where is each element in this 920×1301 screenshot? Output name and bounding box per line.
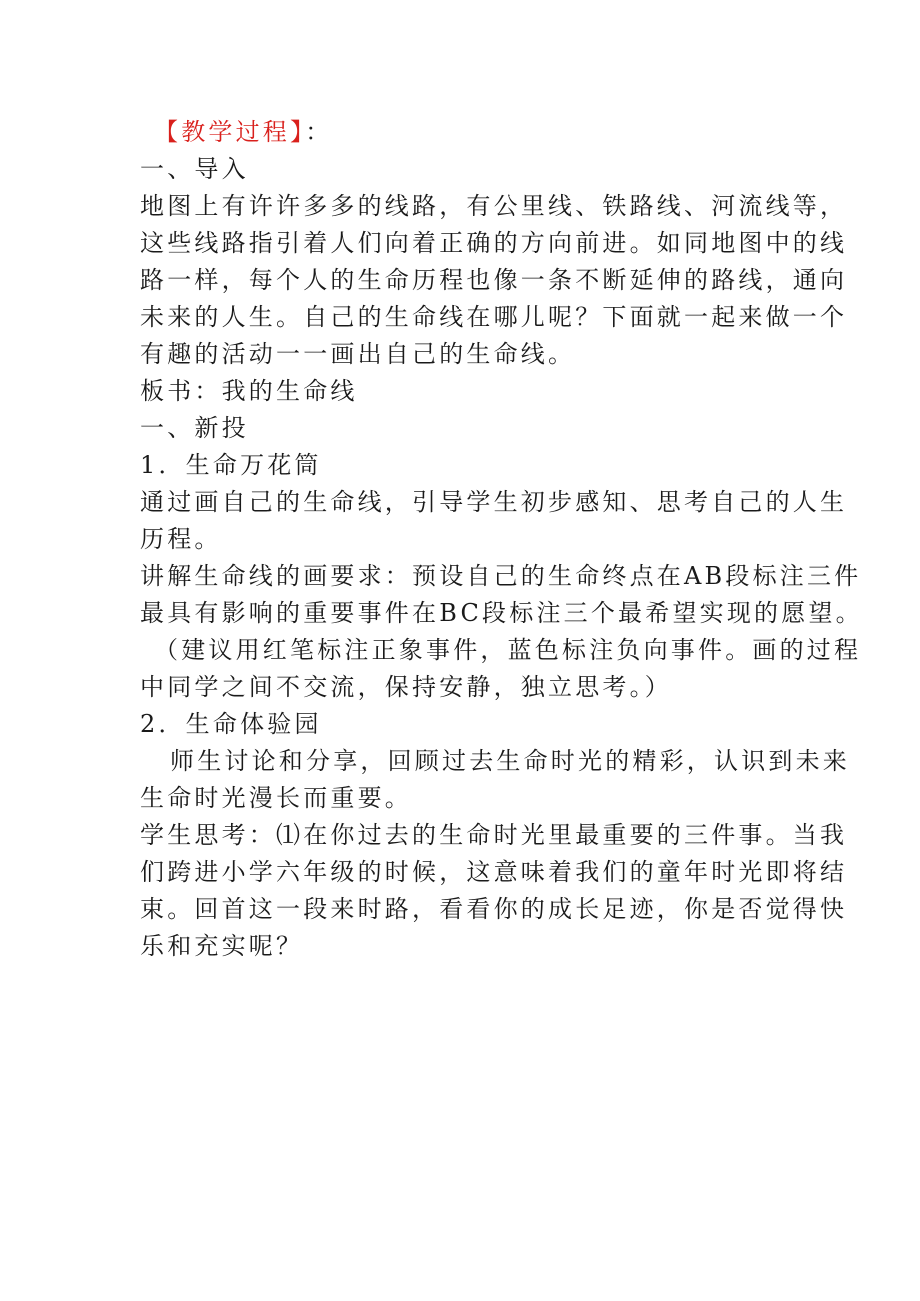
paragraph-line: 路一样，每个人的生命历程也像一条不断延伸的路线，通向 [140, 266, 848, 294]
section-title-text: 【教学过程】 [154, 118, 306, 146]
paragraph-line: 中同学之间不交流，保持安静，独立思考。） [140, 673, 672, 701]
paragraph-line: 地图上有许许多多的线路，有公里线、铁路线、河流线等， [140, 192, 848, 220]
paragraph-line: 这些线路指引着人们向着正确的方向前进。如同地图中的线 [140, 229, 848, 257]
paragraph-line: 有趣的活动一一画出自己的生命线。 [140, 340, 576, 368]
paragraph-line: 束。回首这一段来时路，看看你的成长足迹，你是否觉得快 [140, 895, 848, 923]
paragraph-line: 们跨进小学六年级的时候，这意味着我们的童年时光即将结 [140, 858, 848, 886]
subheading-2: 2．生命体验园 [140, 710, 322, 738]
heading-intro: 一、导入 [140, 155, 249, 183]
subheading-1: 1．生命万花筒 [140, 451, 322, 479]
paragraph-line: 讲解生命线的画要求：预设自己的生命终点在AB段标注三件 [140, 562, 862, 590]
paragraph-line: 未来的人生。自己的生命线在哪儿呢？下面就一起来做一个 [140, 303, 848, 331]
paragraph-line: 生命时光漫长而重要。 [140, 784, 412, 812]
paragraph-line: 通过画自己的生命线，引导学生初步感知、思考自己的人生 [140, 488, 848, 516]
paragraph-line: 师生讨论和分享，回顾过去生命时光的精彩，认识到未来 [170, 747, 850, 775]
paragraph-line: 乐和充实呢？ [140, 932, 304, 960]
board-writing: 板书：我的生命线 [140, 377, 358, 405]
paragraph-line: 最具有影响的重要事件在BC段标注三个最希望实现的愿望。 [140, 599, 863, 627]
paragraph-line: 学生思考：⑴在你过去的生命时光里最重要的三件事。当我 [140, 821, 848, 849]
paragraph-line: 历程。 [140, 525, 222, 553]
section-title [154, 114, 788, 151]
section-title-colon: ： [305, 118, 333, 146]
heading-new-lesson: 一、新投 [140, 414, 249, 442]
document-page [140, 114, 863, 965]
paragraph-line: （建议用红笔标注正象事件，蓝色标注负向事件。画的过程 [154, 636, 862, 664]
